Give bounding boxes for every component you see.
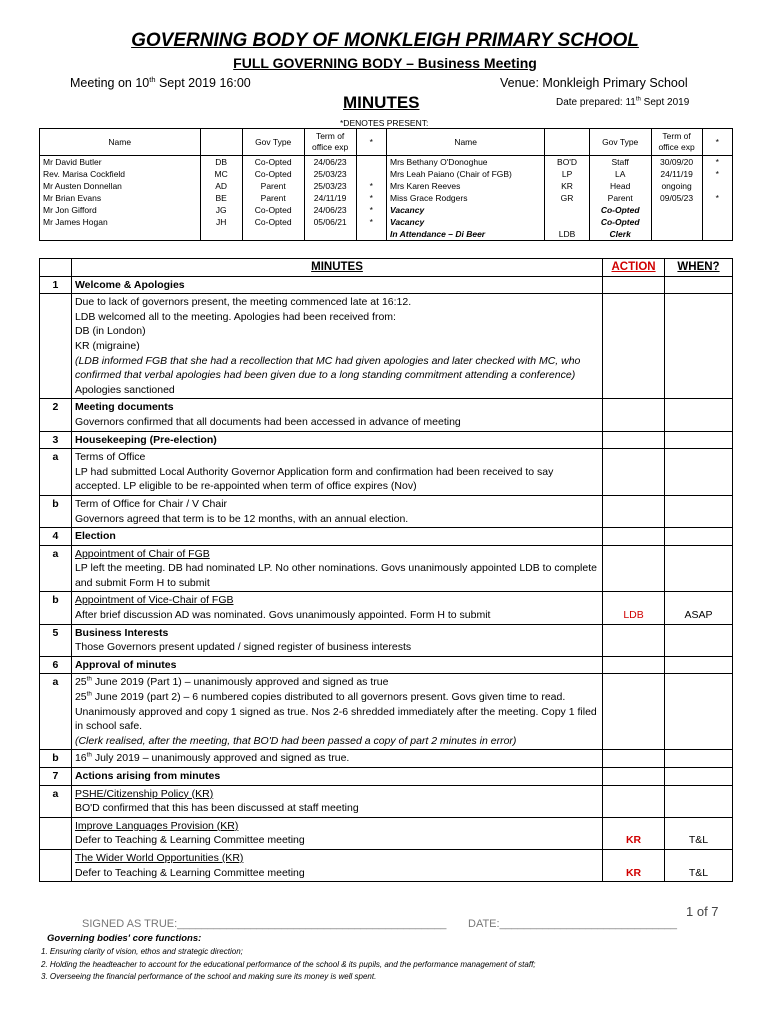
minutes-row	[40, 849, 733, 881]
item-when: T&L	[665, 817, 733, 849]
item-when	[665, 399, 733, 431]
item-number: 5	[40, 624, 72, 656]
signature-line: SIGNED AS TRUE:____________________________________________	[82, 918, 447, 930]
governor-name: Mrs Karen Reeves	[387, 180, 545, 192]
item-number	[40, 294, 72, 399]
item-heading: Actions arising from minutes	[74, 770, 221, 782]
item-text: BO'D confirmed that this has been discussed at staff meeting	[74, 802, 359, 815]
governor-type: Co-Opted	[589, 216, 651, 228]
governor-term	[651, 216, 702, 228]
text-sup: th	[86, 690, 92, 698]
col-header: Gov Type	[589, 129, 651, 156]
item-when	[665, 431, 733, 449]
governors-table	[39, 128, 733, 241]
item-when	[665, 656, 733, 674]
item-when	[665, 528, 733, 546]
item-number: a	[40, 674, 72, 750]
col-header	[200, 129, 242, 156]
governor-type: Head	[589, 180, 651, 192]
item-action	[603, 431, 665, 449]
governor-term: 30/09/20	[651, 156, 702, 169]
minutes-row	[40, 294, 733, 399]
minutes-row	[40, 785, 733, 817]
item-text: LP left the meeting. DB had nominated LP. No other nominations. Govs unanimously appointed LDB to complete and submit Form H to submit	[74, 562, 597, 589]
governor-code: LP	[545, 168, 589, 180]
governor-type: Parent	[589, 192, 651, 204]
governor-term	[651, 204, 702, 216]
item-content	[71, 495, 602, 527]
minutes-row	[40, 276, 733, 294]
governor-row	[40, 168, 733, 180]
col-header: Name	[40, 129, 201, 156]
meeting-date: Meeting on 10th Sept 2019 16:00	[70, 74, 251, 90]
item-action	[603, 785, 665, 817]
governor-term: ongoing	[651, 180, 702, 192]
item-content	[71, 449, 602, 496]
governor-code	[545, 216, 589, 228]
item-content	[71, 656, 602, 674]
denotes-present-label: *DENOTES PRESENT:	[340, 118, 429, 128]
item-content	[71, 592, 602, 624]
governor-term	[651, 228, 702, 241]
governor-name: Miss Grace Rodgers	[387, 192, 545, 204]
item-when	[665, 495, 733, 527]
minutes-row	[40, 431, 733, 449]
item-text: Apologies sanctioned	[74, 383, 175, 396]
item-action	[603, 495, 665, 527]
governor-type: Co-Opted	[242, 204, 304, 216]
minutes-row	[40, 528, 733, 546]
item-content	[71, 528, 602, 546]
item-action	[603, 399, 665, 431]
item-text	[75, 675, 599, 690]
item-text: Term of Office for Chair / V Chair	[74, 497, 228, 510]
item-text: LP had submitted Local Authority Governor Application form and confirmation had been received to say accepted. LP eligible to be re-appointed when term of office expires (Nov)	[74, 465, 554, 493]
item-text: Governors agreed that term is to be 12 months, with an annual election.	[74, 512, 409, 525]
governor-term: 24/11/19	[651, 168, 702, 180]
item-text	[75, 751, 599, 766]
item-action	[603, 674, 665, 750]
item-note: (Clerk realised, after the meeting, that BO'D had been passed a copy of part 2 minutes in error)	[74, 734, 517, 747]
item-content	[71, 674, 602, 750]
core-functions-heading: Governing bodies' core functions:	[47, 933, 202, 944]
governor-row	[40, 180, 733, 192]
core-function-item: 2. Holding the headteacher to account for the educational performance of the school & its pupils, and the performance management of staff;	[41, 960, 536, 969]
item-action	[603, 528, 665, 546]
minutes-row	[40, 817, 733, 849]
item-content	[71, 750, 602, 768]
governor-type: LA	[589, 168, 651, 180]
governor-present: *	[356, 216, 386, 228]
col-header	[545, 129, 589, 156]
text-part: June 2019 (part 2) – 6 numbered copies distributed to all governors present. Govs given time to read. Unanimously approved and copy 1 signed as true. Nos 2-6 shredded immediately after the meeting. Copy 1 filed in school safe.	[74, 691, 597, 733]
governor-name: Mrs Bethany O'Donoghue	[387, 156, 545, 169]
item-text: Those Governors present updated / signed register of business interests	[74, 641, 412, 654]
item-text: After brief discussion AD was nominated. Govs unanimously appointed. Form H to submit	[74, 609, 491, 622]
governor-code: BE	[200, 192, 242, 204]
item-content	[71, 817, 602, 849]
item-when: T&L	[665, 849, 733, 881]
text-part: 16	[74, 752, 87, 765]
governor-row	[40, 228, 733, 241]
item-subheading: PSHE/Citizenship Policy (KR)	[74, 787, 214, 800]
document-title: GOVERNING BODY OF MONKLEIGH PRIMARY SCHOOL	[131, 30, 639, 51]
governor-present	[356, 168, 386, 180]
item-text: DB (in London)	[74, 325, 146, 338]
item-number	[40, 817, 72, 849]
governor-present	[702, 180, 732, 192]
governor-code: DB	[200, 156, 242, 169]
text-sup: th	[86, 675, 92, 683]
minutes-row	[40, 624, 733, 656]
item-content	[71, 399, 602, 431]
text-part: June 2019 (Part 1) – unanimously approved and signed as true	[91, 676, 389, 689]
governor-name: Mr James Hogan	[40, 216, 201, 228]
governor-present: *	[356, 192, 386, 204]
minutes-col-header: MINUTES	[71, 259, 602, 277]
governor-term: 24/11/19	[304, 192, 356, 204]
minutes-row	[40, 656, 733, 674]
item-action	[603, 545, 665, 592]
governor-code: KR	[545, 180, 589, 192]
minutes-row	[40, 495, 733, 527]
when-col-header: WHEN?	[665, 259, 733, 277]
governor-name	[40, 228, 201, 241]
governor-term	[304, 228, 356, 241]
item-text: LDB welcomed all to the meeting. Apologies had been received from:	[74, 310, 396, 323]
governor-name: Vacancy	[387, 216, 545, 228]
text-sup: th	[86, 751, 92, 759]
governor-name: Vacancy	[387, 204, 545, 216]
item-action: KR	[603, 817, 665, 849]
governor-present: *	[356, 204, 386, 216]
item-when	[665, 449, 733, 496]
governor-term: 25/03/23	[304, 180, 356, 192]
item-action	[603, 449, 665, 496]
col-header: *	[356, 129, 386, 156]
governor-type	[242, 228, 304, 241]
item-text: Terms of Office	[74, 451, 146, 464]
date-line: DATE:_____________________________	[468, 918, 677, 930]
item-subheading: Appointment of Vice-Chair of FGB	[74, 594, 234, 607]
governor-term: 24/06/23	[304, 204, 356, 216]
minutes-row	[40, 674, 733, 750]
meeting-venue: Venue: Monkleigh Primary School	[500, 76, 688, 90]
item-number	[40, 849, 72, 881]
document-subtitle: FULL GOVERNING BODY – Business Meeting	[233, 55, 537, 71]
governor-code: JH	[200, 216, 242, 228]
col-header: Term of office exp	[304, 129, 356, 156]
minutes-row	[40, 592, 733, 624]
item-number: a	[40, 545, 72, 592]
text-part: 25	[74, 676, 87, 689]
item-action: KR	[603, 849, 665, 881]
governor-present	[356, 228, 386, 241]
governor-type: Co-Opted	[242, 216, 304, 228]
governor-term: 25/03/23	[304, 168, 356, 180]
item-number: 1	[40, 276, 72, 294]
item-text	[75, 690, 599, 734]
item-text: Due to lack of governors present, the meeting commenced late at 16:12.	[74, 296, 412, 309]
item-heading: Election	[74, 530, 116, 543]
governor-present: *	[356, 180, 386, 192]
item-action	[603, 750, 665, 768]
item-content	[71, 545, 602, 592]
item-text: Defer to Teaching & Learning Committee meeting	[74, 834, 305, 847]
governor-type: Co-Opted	[242, 168, 304, 180]
item-content	[71, 294, 602, 399]
item-number: a	[40, 785, 72, 817]
col-header: Gov Type	[242, 129, 304, 156]
governor-row	[40, 192, 733, 204]
governor-present	[702, 204, 732, 216]
item-note: (LDB informed FGB that she had a recollection that MC had given apologies and later checked with MC, who confirmed that verbal apologies had been given due to a long standing commitment attending a conference)	[74, 354, 581, 382]
col-header: Name	[387, 129, 545, 156]
governor-name: Rev. Marisa Cockfield	[40, 168, 201, 180]
item-when	[665, 785, 733, 817]
governor-present: *	[702, 156, 732, 169]
governor-type: Co-Opted	[589, 204, 651, 216]
item-action: LDB	[603, 592, 665, 624]
item-when	[665, 768, 733, 786]
minutes-row	[40, 545, 733, 592]
governors-header-row	[40, 129, 733, 156]
item-number: 7	[40, 768, 72, 786]
item-heading: Housekeeping (Pre-election)	[74, 433, 217, 446]
item-action	[603, 294, 665, 399]
item-action	[603, 276, 665, 294]
governor-type: Parent	[242, 180, 304, 192]
governor-type: Parent	[242, 192, 304, 204]
item-when: ASAP	[665, 592, 733, 624]
governor-code: AD	[200, 180, 242, 192]
governor-code: LDB	[545, 228, 589, 241]
col-header: Term of office exp	[651, 129, 702, 156]
item-when	[665, 624, 733, 656]
minutes-table	[39, 258, 733, 882]
governor-present	[702, 228, 732, 241]
governor-type: Clerk	[589, 228, 651, 241]
core-function-item: 1. Ensuring clarity of vision, ethos and strategic direction;	[41, 947, 243, 956]
governor-code: GR	[545, 192, 589, 204]
governor-term: 05/06/21	[304, 216, 356, 228]
governor-code: MC	[200, 168, 242, 180]
item-subheading: The Wider World Opportunities (KR)	[74, 851, 244, 864]
item-action	[603, 656, 665, 674]
governor-row	[40, 216, 733, 228]
governor-name: Mr Brian Evans	[40, 192, 201, 204]
item-text: Defer to Teaching & Learning Committee meeting	[74, 866, 305, 879]
item-content	[71, 431, 602, 449]
item-action	[603, 768, 665, 786]
item-heading: Meeting documents	[74, 401, 174, 414]
item-heading: Welcome & Apologies	[74, 278, 185, 291]
item-heading: Approval of minutes	[74, 658, 177, 671]
date-prepared: Date prepared: 11th Sept 2019	[556, 96, 690, 108]
governor-present	[356, 156, 386, 169]
core-function-item: 3. Overseeing the financial performance of the school and making sure its money is well spent.	[41, 972, 377, 981]
action-col-header: ACTION	[603, 259, 665, 277]
governor-present: *	[702, 192, 732, 204]
governor-name: Mr David Butler	[40, 156, 201, 169]
item-content	[71, 768, 602, 786]
governor-row	[40, 156, 733, 169]
governor-row	[40, 204, 733, 216]
item-when	[665, 674, 733, 750]
item-action	[603, 624, 665, 656]
governor-code: JG	[200, 204, 242, 216]
governor-code	[545, 204, 589, 216]
governor-type: Staff	[589, 156, 651, 169]
governor-name: In Attendance – Di Beer	[387, 228, 545, 241]
governor-name: Mrs Leah Paiano (Chair of FGB)	[387, 168, 545, 180]
governor-code: BO'D	[545, 156, 589, 169]
item-number: b	[40, 495, 72, 527]
item-content	[71, 849, 602, 881]
minutes-row	[40, 768, 733, 786]
item-subheading: Appointment of Chair of FGB	[74, 547, 210, 560]
item-when	[665, 750, 733, 768]
governor-name: Mr Jon Gifford	[40, 204, 201, 216]
item-number: 2	[40, 399, 72, 431]
minutes-heading: MINUTES	[343, 93, 420, 112]
item-when	[665, 294, 733, 399]
item-number: 6	[40, 656, 72, 674]
item-when	[665, 545, 733, 592]
governor-type: Co-Opted	[242, 156, 304, 169]
item-content	[71, 276, 602, 294]
minutes-header-row	[40, 259, 733, 277]
item-heading: Business Interests	[74, 626, 169, 639]
governor-name: Mr Austen Donnellan	[40, 180, 201, 192]
item-number: a	[40, 449, 72, 496]
minutes-row	[40, 449, 733, 496]
text-part: 25	[74, 691, 87, 704]
governor-term: 24/06/23	[304, 156, 356, 169]
item-content	[71, 624, 602, 656]
minutes-row	[40, 750, 733, 768]
item-number: b	[40, 592, 72, 624]
item-text: KR (migraine)	[74, 339, 140, 352]
governor-term: 09/05/23	[651, 192, 702, 204]
item-number: 3	[40, 431, 72, 449]
governor-present: *	[702, 168, 732, 180]
item-number: 4	[40, 528, 72, 546]
item-when	[665, 276, 733, 294]
item-number: b	[40, 750, 72, 768]
governor-code	[200, 228, 242, 241]
minutes-row	[40, 399, 733, 431]
governor-present	[702, 216, 732, 228]
item-subheading: Improve Languages Provision (KR)	[74, 819, 239, 832]
item-content	[71, 785, 602, 817]
page-number: 1 of 7	[686, 904, 719, 919]
item-text: Governors confirmed that all documents had been accessed in advance of meeting	[74, 415, 461, 428]
text-part: July 2019 – unanimously approved and signed as true.	[91, 752, 350, 765]
col-header: *	[702, 129, 732, 156]
